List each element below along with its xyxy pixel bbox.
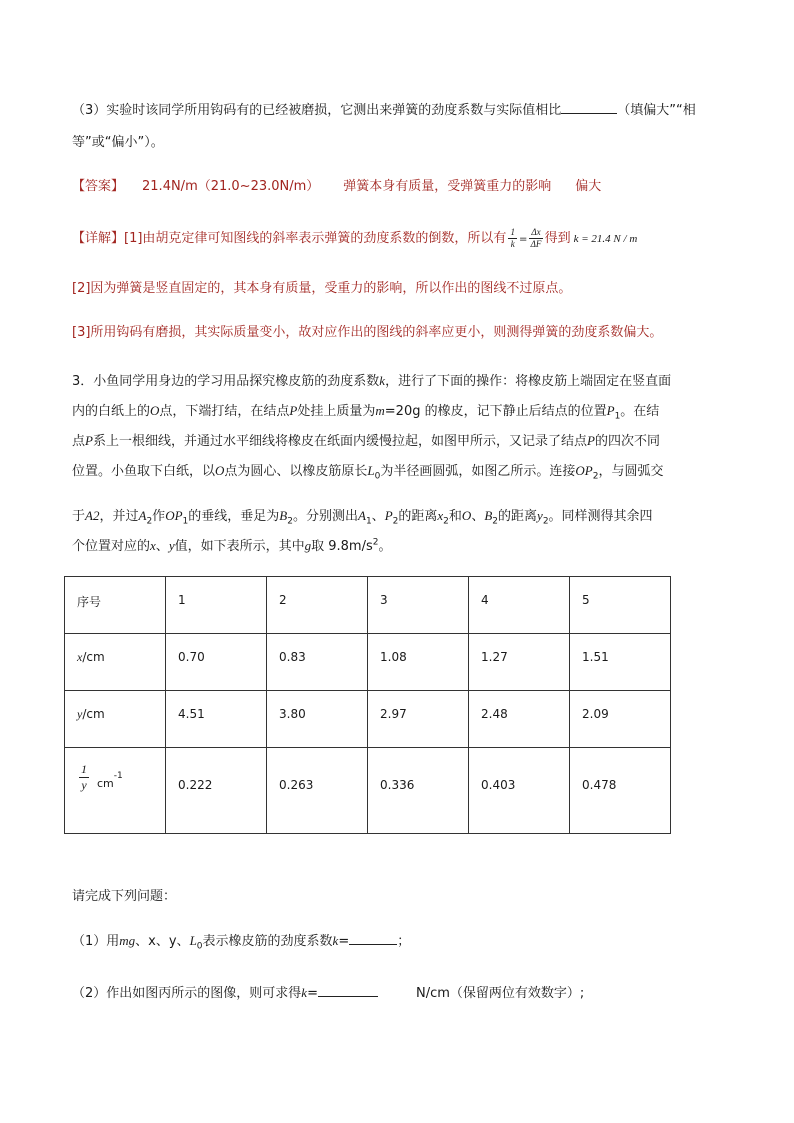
question-1: （1）用mg、x、y、$L_0$表示橡皮筋的劲度系数k= ； (72, 928, 732, 955)
detail-line-2: [2]因为弹簧是竖直固定的，其本身有质量，受重力的影响，所以作出的图线不过原点。 (72, 281, 572, 296)
fraction-1-over-y: $\frac{1}{y}$ (81, 762, 87, 792)
fraction-1-over-k: $\frac{1}{k}$ (510, 227, 515, 249)
question-2: （2）作出如图丙所示的图像，则可求得k= N/cm（保留两位有效数字）; (72, 980, 732, 1007)
table-row (65, 634, 671, 691)
problem-3-line-5: 于A2，并过$A_2$作$OP_1$的垂线，垂足为$B_2$。分别测出$A_1$、$P_2$的距离$x_2$和O、$B_2$的距离$y_2$。同样测得其余四 (72, 508, 653, 527)
problem-3-line-1: 3．小鱼同学用身边的学习用品探究橡皮筋的劲度系数k，进行了下面的操作：将橡皮筋上端固定在竖直面 (72, 373, 672, 389)
table-cell: 0.336 (368, 748, 469, 834)
answer-3: 偏大 (575, 179, 602, 194)
table-cell: 0.478 (570, 748, 671, 834)
table-cell: 1.51 (570, 634, 671, 691)
table-row (65, 577, 671, 634)
question-3-part3-cont: 等”或“偏小”）。 (72, 135, 164, 150)
problem-3-line-3: 点P系上一根细线，并通过水平细线将橡皮在纸面内缓慢拉起，如图甲所示，又记录了结点P的四次不同 (72, 433, 660, 449)
row-label-y: y/cm (65, 691, 166, 748)
table-header-cell: 4 (469, 577, 570, 634)
table-cell: 2.09 (570, 691, 671, 748)
answer-line (72, 174, 732, 200)
table-header-cell: 5 (570, 577, 671, 634)
answer-1: 21.4N/m（21.0~23.0N/m） (142, 179, 320, 194)
table-cell: 2.97 (368, 691, 469, 748)
problem-3-line-6: 个位置对应的x、y值，如下表所示，其中g取 $9.8m/s^2$。 (72, 537, 392, 554)
fraction-dx-over-df: $\frac{\Delta x}{\Delta F}$ (530, 227, 542, 249)
table-cell: 2.48 (469, 691, 570, 748)
table-header-cell: 1 (166, 577, 267, 634)
row-label-inverse-y: $\frac{1}{y}$ $cm^{-1}$ (65, 748, 166, 834)
detail-label: 【详解】 (72, 231, 125, 246)
data-table (64, 576, 671, 834)
table-header-cell: 2 (267, 577, 368, 634)
table-cell: 4.51 (166, 691, 267, 748)
table-cell: 3.80 (267, 691, 368, 748)
answer-label: 【答案】 (72, 179, 125, 194)
question-3-part3: （3）实验时该同学所用钩码有的已经被磨损，它测出来弹簧的劲度系数与实际值相比 （填偏大”“相 (72, 98, 732, 124)
table-row (65, 691, 671, 748)
table-cell: 1.08 (368, 634, 469, 691)
table-cell: 0.263 (267, 748, 368, 834)
answer-blank (561, 99, 617, 114)
table-cell: 0.403 (469, 748, 570, 834)
answer-2: 弹簧本身有质量，受弹簧重力的影响 (343, 179, 552, 194)
questions-intro: 请完成下列问题： (72, 889, 177, 904)
result-formula: k = 21.4 N / m (573, 233, 638, 245)
row-label-x: x/cm (65, 634, 166, 691)
table-cell: 1.27 (469, 634, 570, 691)
table-cell: 0.70 (166, 634, 267, 691)
table-header-cell: 3 (368, 577, 469, 634)
detail-line-1: 【详解】[1]由胡克定律可知图线的斜率表示弹簧的劲度系数的倒数，所以有 $\frac{1}{k}$ = $\frac{\Delta x}{\Delta F}$ 得到 k = 21.4 N / m (72, 227, 638, 249)
table-cell: 0.222 (166, 748, 267, 834)
problem-3-line-2: 内的白纸上的O点，下端打结，在结点P处挂上质量为m=20g 的橡皮，记下静止后结点的位置$P_1$。在结 (72, 403, 660, 422)
detail-line-3: [3]所用钩码有磨损，其实际质量变小，故对应作出的图线的斜率应更小，则测得弹簧的劲度系数偏大。 (72, 325, 663, 340)
answer-blank (318, 982, 378, 997)
problem-3-line-4: 位置。小鱼取下白纸，以O点为圆心、以橡皮筋原长$L_0$为半径画圆弧，如图乙所示。连接$OP_2$，与圆弧交 (72, 463, 664, 482)
answer-blank (349, 930, 397, 945)
table-cell: 0.83 (267, 634, 368, 691)
table-row (65, 748, 671, 834)
table-header-cell: 序号 (65, 577, 166, 634)
